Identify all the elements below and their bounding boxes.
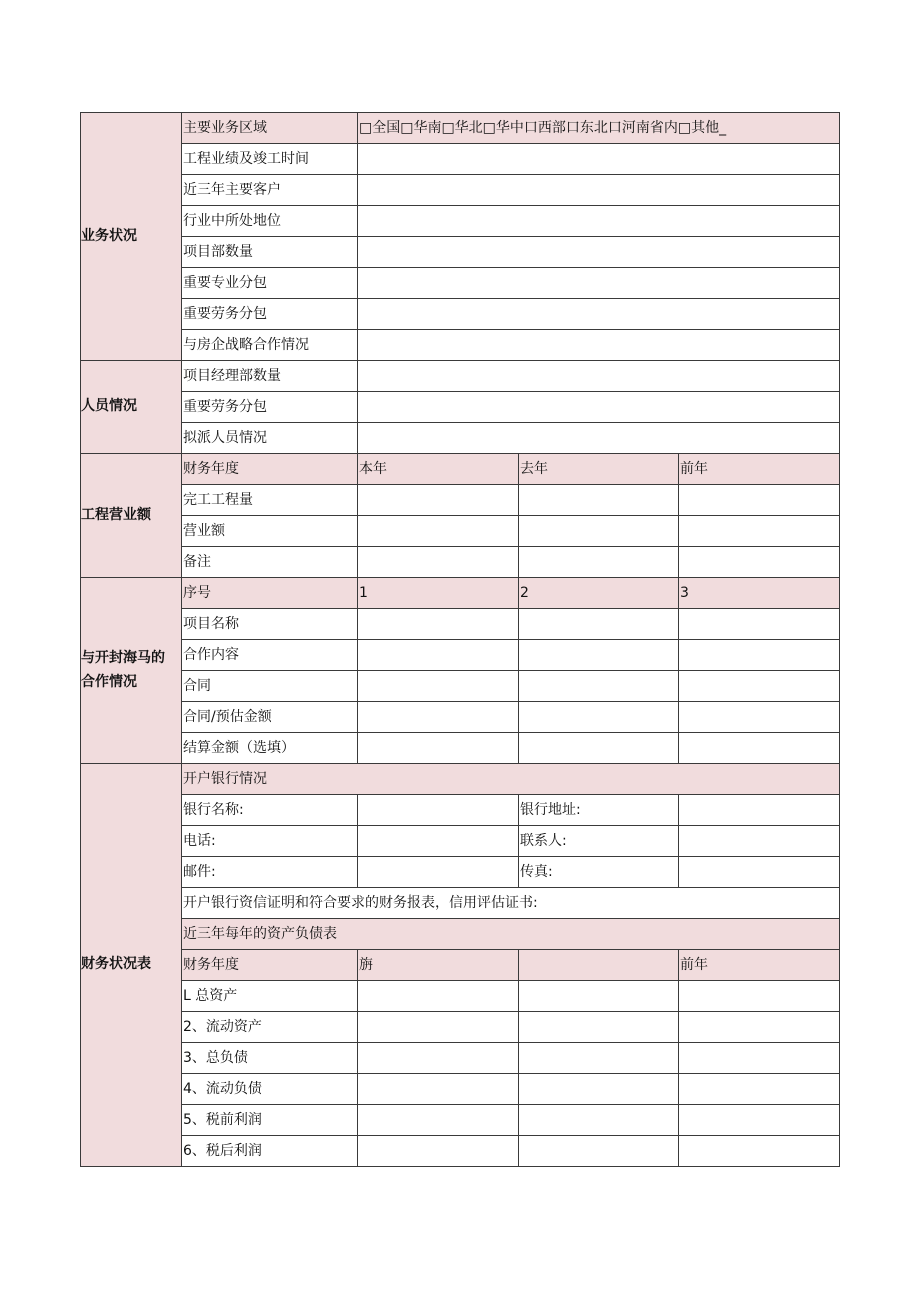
finance-year-header-cell: [519, 950, 679, 981]
business-row-label: 项目部数量: [182, 237, 358, 268]
revenue-header-cell: 去年: [519, 454, 679, 485]
finance-year-header-cell: 财务年度: [182, 950, 358, 981]
finance-cell[interactable]: [358, 1012, 519, 1043]
personnel-row-label: 项目经理部数量: [182, 361, 358, 392]
finance-cell[interactable]: [358, 981, 519, 1012]
personnel-row-label: 重要劳务分包: [182, 392, 358, 423]
revenue-cell[interactable]: [358, 485, 519, 516]
finance-cell[interactable]: [358, 1136, 519, 1167]
cooperation-row-label: 项目名称: [182, 609, 358, 640]
bank-header: 开户银行情况: [182, 764, 840, 795]
bank-address-value[interactable]: [679, 795, 840, 826]
finance-cell[interactable]: [679, 1136, 840, 1167]
cooperation-cell[interactable]: [519, 609, 679, 640]
bank-address-label: 银行地址:: [519, 795, 679, 826]
finance-cell[interactable]: [519, 1074, 679, 1105]
contact-value[interactable]: [679, 826, 840, 857]
phone-value[interactable]: [358, 826, 519, 857]
cooperation-cell[interactable]: [358, 609, 519, 640]
fax-label: 传真:: [519, 857, 679, 888]
cooperation-header-cell: 2: [519, 578, 679, 609]
finance-cell[interactable]: [679, 1105, 840, 1136]
revenue-header-cell: 本年: [358, 454, 519, 485]
section-cooperation-title: [81, 578, 182, 764]
supplier-info-table: [80, 112, 840, 1167]
region-options[interactable]: □全国□华南□华北□华中口西部口东北口河南省内□其他_: [358, 113, 840, 144]
bank-name-label: 银行名称:: [182, 795, 358, 826]
finance-cell[interactable]: [519, 1136, 679, 1167]
email-label: 邮件:: [182, 857, 358, 888]
finance-row-label: 3、总负债: [182, 1043, 358, 1074]
cooperation-cell[interactable]: [358, 733, 519, 764]
finance-cell[interactable]: [519, 1105, 679, 1136]
cooperation-cell[interactable]: [679, 702, 840, 733]
cooperation-header-cell: 1: [358, 578, 519, 609]
balance-sheet-header: 近三年每年的资产负债表: [182, 919, 840, 950]
business-row-label: 近三年主要客户: [182, 175, 358, 206]
email-value[interactable]: [358, 857, 519, 888]
business-row-value[interactable]: [358, 299, 840, 330]
cooperation-header-cell: 序号: [182, 578, 358, 609]
credit-note: 开户银行资信证明和符合要求的财务报表，信用评估证书:: [182, 888, 840, 919]
personnel-row-value[interactable]: [358, 392, 840, 423]
revenue-cell[interactable]: [519, 485, 679, 516]
finance-cell[interactable]: [679, 1074, 840, 1105]
cooperation-cell[interactable]: [679, 609, 840, 640]
finance-row-label: 4、流动负债: [182, 1074, 358, 1105]
revenue-cell[interactable]: [519, 547, 679, 578]
phone-label: 电话:: [182, 826, 358, 857]
revenue-row-label: 营业额: [182, 516, 358, 547]
business-row-value[interactable]: [358, 144, 840, 175]
cooperation-row-label: 合作内容: [182, 640, 358, 671]
cooperation-row-label: 结算金额（选填）: [182, 733, 358, 764]
revenue-header-cell: 前年: [679, 454, 840, 485]
business-row-label: 重要劳务分包: [182, 299, 358, 330]
finance-row-label: 2、流动资产: [182, 1012, 358, 1043]
revenue-cell[interactable]: [519, 516, 679, 547]
revenue-cell[interactable]: [358, 547, 519, 578]
section-business-title: 业务状况: [81, 113, 182, 361]
revenue-cell[interactable]: [679, 516, 840, 547]
finance-row-label: 6、税后利润: [182, 1136, 358, 1167]
revenue-header-cell: 财务年度: [182, 454, 358, 485]
cooperation-cell[interactable]: [679, 640, 840, 671]
section-revenue-title: 工程营业额: [81, 454, 182, 578]
fax-value[interactable]: [679, 857, 840, 888]
region-label: 主要业务区域: [182, 113, 358, 144]
revenue-row-label: 完工工程量: [182, 485, 358, 516]
business-row-label: 行业中所处地位: [182, 206, 358, 237]
finance-cell[interactable]: [358, 1105, 519, 1136]
business-row-value[interactable]: [358, 237, 840, 268]
personnel-row-value[interactable]: [358, 423, 840, 454]
finance-cell[interactable]: [358, 1043, 519, 1074]
cooperation-cell[interactable]: [358, 702, 519, 733]
business-row-value[interactable]: [358, 175, 840, 206]
bank-name-value[interactable]: [358, 795, 519, 826]
business-row-label: 与房企战略合作情况: [182, 330, 358, 361]
cooperation-cell[interactable]: [358, 671, 519, 702]
finance-cell[interactable]: [519, 1012, 679, 1043]
cooperation-cell[interactable]: [519, 733, 679, 764]
cooperation-cell[interactable]: [519, 671, 679, 702]
finance-year-header-cell: 旃: [358, 950, 519, 981]
personnel-row-value[interactable]: [358, 361, 840, 392]
revenue-cell[interactable]: [679, 485, 840, 516]
section-finance-title: 财务状况表: [81, 764, 182, 1167]
cooperation-row-label: 合同: [182, 671, 358, 702]
business-row-label: 工程业绩及竣工时间: [182, 144, 358, 175]
cooperation-cell[interactable]: [519, 640, 679, 671]
finance-row-label: 5、税前利润: [182, 1105, 358, 1136]
finance-cell[interactable]: [519, 981, 679, 1012]
cooperation-row-label: 合同/预估金额: [182, 702, 358, 733]
section-personnel-title: 人员情况: [81, 361, 182, 454]
revenue-cell[interactable]: [358, 516, 519, 547]
contact-label: 联系人:: [519, 826, 679, 857]
cooperation-cell[interactable]: [519, 702, 679, 733]
finance-year-header-cell: 前年: [679, 950, 840, 981]
cooperation-header-cell: 3: [679, 578, 840, 609]
cooperation-cell[interactable]: [358, 640, 519, 671]
personnel-row-label: 拟派人员情况: [182, 423, 358, 454]
business-row-label: 重要专业分包: [182, 268, 358, 299]
cooperation-title-line2: 合作情况: [81, 673, 137, 690]
cooperation-cell[interactable]: [679, 671, 840, 702]
revenue-cell[interactable]: [679, 547, 840, 578]
revenue-row-label: 备注: [182, 547, 358, 578]
finance-cell[interactable]: [679, 1043, 840, 1074]
finance-cell[interactable]: [679, 1012, 840, 1043]
finance-row-label: L 总资产: [182, 981, 358, 1012]
business-row-value[interactable]: [358, 330, 840, 361]
finance-cell[interactable]: [358, 1074, 519, 1105]
cooperation-cell[interactable]: [679, 733, 840, 764]
business-row-value[interactable]: [358, 206, 840, 237]
finance-cell[interactable]: [519, 1043, 679, 1074]
cooperation-title-line1: 与开封海马的: [81, 649, 165, 666]
business-row-value[interactable]: [358, 268, 840, 299]
finance-cell[interactable]: [679, 981, 840, 1012]
